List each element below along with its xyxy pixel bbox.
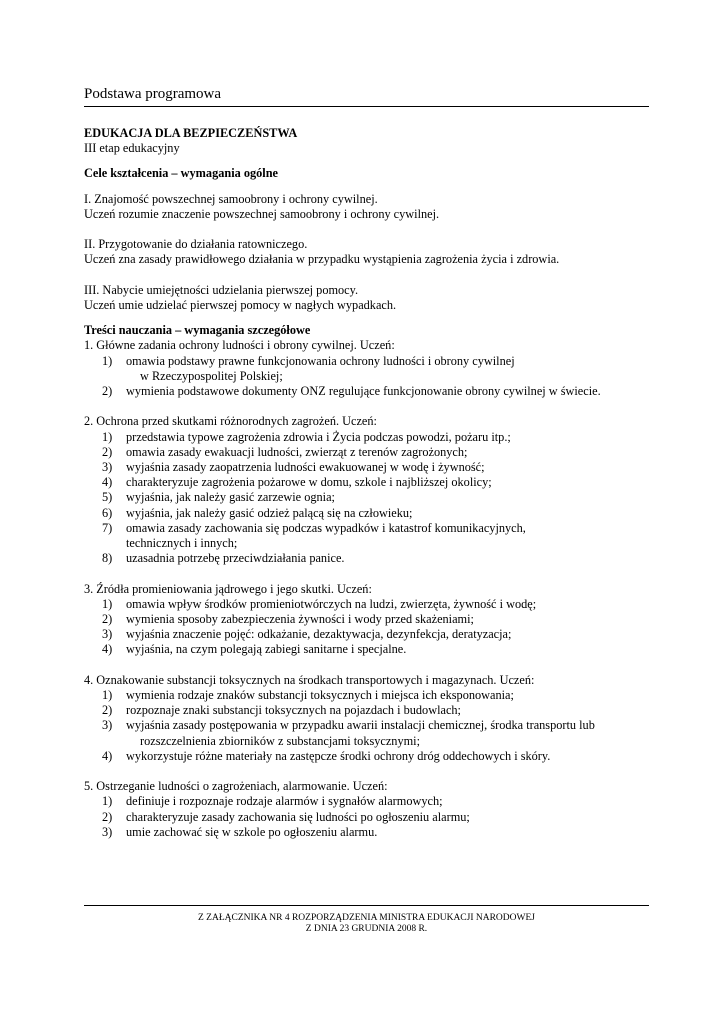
item-text: wyjaśnia, jak należy gasić odzież palącą się na człowieku; — [126, 505, 413, 520]
running-header: Podstawa programowa — [84, 86, 222, 102]
list-item — [84, 536, 654, 551]
footer-line-1: Z ZAŁĄCZNIKA NR 4 ROZPORZĄDZENIA MINISTRA EDUKACJI NARODOWEJ — [198, 913, 535, 923]
list-item — [84, 384, 654, 399]
header-divider — [84, 106, 649, 107]
content-section — [84, 673, 654, 764]
item-number: 2) — [102, 809, 113, 824]
section-title: 1. Główne zadania ochrony ludności i obrony cywilnej. Uczeń: — [84, 338, 395, 353]
item-text: definiuje i rozpoznaje rodzaje alarmów i sygnałów alarmowych; — [126, 794, 443, 809]
list-item — [84, 612, 654, 627]
goal-description: Uczeń rozumie znaczenie powszechnej samoobrony i ochrony cywilnej. — [84, 206, 440, 221]
item-text: wymienia podstawowe dokumenty ONZ regulujące funkcjonowanie obrony cywilnej w świecie. — [126, 384, 601, 399]
list-item — [84, 688, 654, 703]
item-text: wyjaśnia zasady postępowania w przypadku awarii instalacji chemicznej, środka transportu lub — [126, 718, 595, 733]
footer-line-2: Z DNIA 23 GRUDNIA 2008 R. — [305, 924, 428, 934]
list-item — [84, 445, 654, 460]
section-title: 2. Ochrona przed skutkami różnorodnych zagrożeń. Uczeń: — [84, 414, 377, 429]
item-text: wykorzystuje różne materiały na zastępcze środki ochrony dróg oddechowych i skóry. — [126, 748, 551, 763]
list-item — [84, 627, 654, 642]
list-item — [84, 490, 654, 505]
list-item — [84, 460, 654, 475]
document-body — [84, 126, 654, 840]
requirements-list — [84, 430, 654, 567]
list-item — [84, 749, 654, 764]
item-text: technicznych i innych; — [126, 536, 238, 551]
list-item — [84, 521, 654, 536]
item-number: 1) — [102, 429, 113, 444]
item-number: 4) — [102, 475, 113, 490]
list-item — [84, 794, 654, 809]
item-text: omawia podstawy prawne funkcjonowania ochrony ludności i obrony cywilnej — [126, 353, 515, 368]
goal-description: Uczeń zna zasady prawidłowego działania w przypadku wystąpienia zagrożenia życia i zdrowia. — [84, 252, 560, 267]
goal-title: I. Znajomość powszechnej samoobrony i ochrony cywilnej. — [84, 191, 378, 206]
content-heading: Treści nauczania – wymagania szczegółowe — [84, 323, 311, 338]
list-item — [84, 825, 654, 840]
item-text: wymienia sposoby zabezpieczenia żywności i wody przed skażeniami; — [126, 612, 474, 627]
item-text: przedstawia typowe zagrożenia zdrowia i Życia podczas powodzi, pożaru itp.; — [126, 429, 511, 444]
item-continuation: rozszczelnienia zbiorników z substancjami toksycznymi; — [140, 733, 421, 748]
item-text: charakteryzuje zagrożenia pożarowe w domu, szkole i najbliższej okolicy; — [126, 475, 492, 490]
list-item — [84, 810, 654, 825]
item-number: 3) — [102, 460, 113, 475]
content-section — [84, 779, 654, 840]
requirements-list — [84, 688, 654, 764]
item-number: 7) — [102, 520, 113, 535]
list-item — [84, 718, 654, 748]
goal-block — [84, 192, 654, 222]
goal-block — [84, 237, 654, 267]
item-number: 2) — [102, 612, 113, 627]
list-item — [84, 354, 654, 384]
list-item — [84, 551, 654, 566]
list-item — [84, 642, 654, 657]
item-number: 2) — [102, 444, 113, 459]
item-number: 3) — [102, 627, 113, 642]
section-title: 3. Źródła promieniowania jądrowego i jego skutki. Uczeń: — [84, 581, 372, 596]
item-text: uzasadnia potrzebę przeciwdziałania panice. — [126, 551, 345, 566]
item-number: 2) — [102, 703, 113, 718]
item-number: 3) — [102, 718, 113, 733]
goals-heading: Cele kształcenia – wymagania ogólne — [84, 166, 279, 181]
item-text: wyjaśnia zasady zaopatrzenia ludności ewakuowanej w wodę i żywność; — [126, 460, 485, 475]
sections-container — [84, 338, 654, 840]
goal-title: II. Przygotowanie do działania ratowniczego. — [84, 237, 308, 252]
item-number: 3) — [102, 824, 113, 839]
item-number: 1) — [102, 596, 113, 611]
item-number: 1) — [102, 688, 113, 703]
content-section — [84, 338, 654, 399]
item-number: 4) — [102, 748, 113, 763]
list-item — [84, 475, 654, 490]
goal-description: Uczeń umie udzielać pierwszej pomocy w nagłych wypadkach. — [84, 298, 397, 312]
item-number: 6) — [102, 505, 113, 520]
item-number: 4) — [102, 642, 113, 657]
list-item — [84, 506, 654, 521]
item-number: 5) — [102, 490, 113, 505]
requirements-list — [84, 597, 654, 658]
list-item — [84, 703, 654, 718]
item-number: 2) — [102, 384, 113, 399]
item-text: omawia zasady zachowania się podczas wypadków i katastrof komunikacyjnych, — [126, 520, 526, 535]
item-text: omawia wpływ środków promieniotwórczych na ludzi, zwierzęta, żywność i wodę; — [126, 596, 537, 611]
list-item — [84, 430, 654, 445]
requirements-list — [84, 794, 654, 840]
footer — [84, 913, 649, 935]
item-text: umie zachować się w szkole po ogłoszeniu alarmu. — [126, 824, 378, 839]
item-text: charakteryzuje zasady zachowania się ludności po ogłoszeniu alarmu; — [126, 809, 470, 824]
footer-divider — [84, 905, 649, 906]
item-number: 8) — [102, 551, 113, 566]
content-section — [84, 582, 654, 658]
item-text: wyjaśnia znaczenie pojęć: odkażanie, dezaktywacja, dezynfekcja, deratyzacja; — [126, 627, 512, 642]
item-text: omawia zasady ewakuacji ludności, zwierząt z terenów zagrożonych; — [126, 444, 468, 459]
item-text: wyjaśnia, na czym polegają zabiegi sanitarne i specjalne. — [126, 642, 407, 657]
item-text: rozpoznaje znaki substancji toksycznych na pojazdach i budowlach; — [126, 703, 461, 718]
content-section — [84, 414, 654, 566]
item-continuation: w Rzeczypospolitej Polskiej; — [140, 368, 283, 383]
item-number: 1) — [102, 353, 113, 368]
list-item — [84, 597, 654, 612]
goal-title: III. Nabycie umiejętności udzielania pierwszej pomocy. — [84, 282, 359, 297]
item-text: wyjaśnia, jak należy gasić zarzewie ognia; — [126, 490, 335, 505]
education-stage: III etap edukacyjny — [84, 141, 180, 156]
requirements-list — [84, 354, 654, 400]
section-title: 5. Ostrzeganie ludności o zagrożeniach, alarmowanie. Uczeń: — [84, 779, 388, 794]
item-number: 1) — [102, 794, 113, 809]
item-text: wymienia rodzaje znaków substancji toksycznych i miejsca ich eksponowania; — [126, 688, 514, 703]
goal-block — [84, 283, 654, 313]
document-title: EDUKACJA DLA BEZPIECZEŃSTWA — [84, 126, 298, 140]
section-title: 4. Oznakowanie substancji toksycznych na środkach transportowych i magazynach. Uczeń: — [84, 672, 535, 687]
